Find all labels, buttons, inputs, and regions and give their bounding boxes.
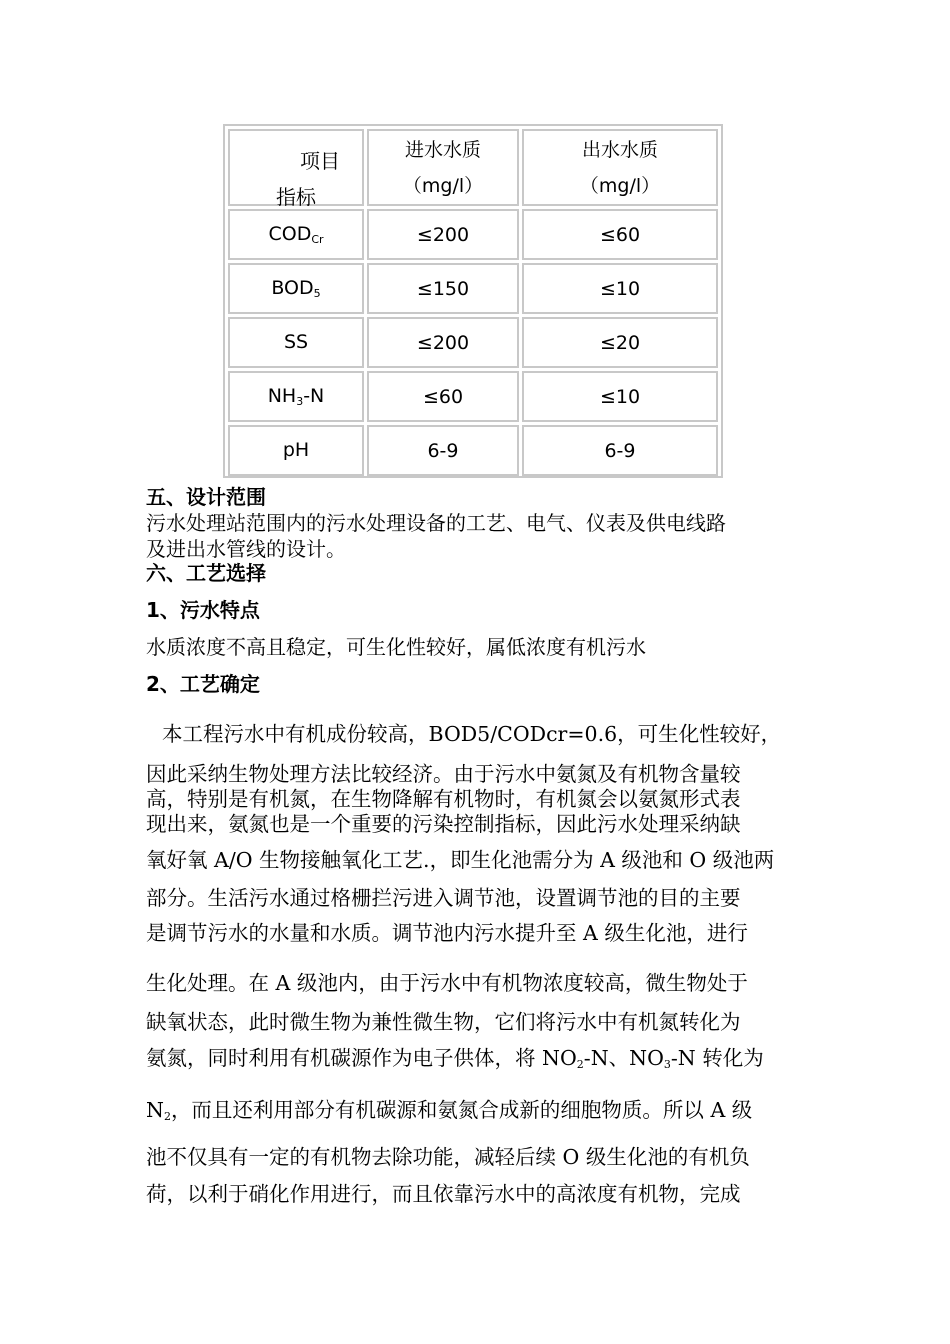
body-line: 生化处理。在 A 级池内，由于污水中有机物浓度较高，微生物处于	[146, 971, 748, 995]
section5-heading: 五、设计范围	[146, 485, 266, 509]
effluent-value: 6-9	[522, 425, 718, 476]
water-quality-table	[223, 124, 723, 478]
body-line: 现出来，氨氮也是一个重要的污染控制指标，因此污水处理采纳缺	[146, 812, 741, 836]
body-line: 荷，以利于硝化作用进行，而且依靠污水中的高浓度有机物，完成	[146, 1182, 741, 1206]
subsection2-heading: 2、工艺确定	[146, 672, 260, 696]
item-cell: $BOD_5$	[228, 263, 364, 314]
header-effluent-unit: （mg/l）	[579, 174, 661, 197]
header-influent-cell	[367, 129, 519, 206]
body-line: 氧好氧 A/O 生物接触氧化工艺.，即生化池需分为 A 级池和 O 级池两	[146, 848, 775, 872]
header-item-label: 项目	[300, 149, 340, 173]
body-line: 是调节污水的水量和水质。调节池内污水提升至 A 级生化池，进行	[146, 921, 748, 945]
header-indicator-label: 指标	[276, 185, 316, 209]
item-cell: SS	[228, 317, 364, 368]
influent-value: 6-9	[367, 425, 519, 476]
effluent-value: ≤60	[522, 209, 718, 260]
body-line: 缺氧状态，此时微生物为兼性微生物，它们将污水中有机氮转化为	[146, 1010, 741, 1034]
effluent-value: ≤10	[522, 371, 718, 422]
body-line: 本工程污水中有机成份较高，BOD5/CODcr=0.6，可生化性较好，	[162, 722, 782, 746]
influent-value: ≤150	[367, 263, 519, 314]
item-cell: $COD_{Cr}$	[228, 209, 364, 260]
table-row	[228, 371, 718, 422]
table-row	[228, 425, 718, 476]
influent-value: ≤60	[367, 371, 519, 422]
item-cell: $NH_3-N$	[228, 371, 364, 422]
section6-heading: 六、工艺选择	[146, 561, 266, 585]
subsection1-heading: 1、污水特点	[146, 598, 260, 622]
table-row	[228, 317, 718, 368]
section5-text-line: 污水处理站范围内的污水处理设备的工艺、电气、仪表及供电线路	[146, 511, 726, 535]
table-row	[228, 209, 718, 260]
section5-text-line: 及进出水管线的设计。	[146, 537, 346, 561]
header-effluent-label: 出水水质	[581, 138, 658, 161]
table-header-row	[228, 129, 718, 206]
body-line: 氨氮，同时利用有机碳源作为电子供体，将 $NO_2-N$、$NO_3-N$ 转化为	[146, 1046, 764, 1071]
body-line: 池不仅具有一定的有机物去除功能，减轻后续 O 级生化池的有机负	[146, 1145, 750, 1169]
header-corner-cell	[228, 129, 364, 209]
header-influent-unit: （mg/l）	[402, 174, 484, 197]
header-effluent-cell	[522, 129, 718, 206]
item-cell: pH	[228, 425, 364, 476]
body-line: 因此采纳生物处理方法比较经济。由于污水中氨氮及有机物含量较	[146, 762, 741, 786]
body-line: 高，特别是有机氮，在生物降解有机物时，有机氮会以氨氮形式表	[146, 787, 741, 811]
header-influent-label: 进水水质	[404, 138, 481, 161]
body-line: 部分。生活污水通过格栅拦污进入调节池，设置调节池的目的主要	[146, 886, 741, 910]
body-line: $N_2$，而且还利用部分有机碳源和氨氮合成新的细胞物质。所以 A 级	[146, 1098, 753, 1123]
subsection1-text: 水质浓度不高且稳定，可生化性较好，属低浓度有机污水	[146, 635, 646, 659]
effluent-value: ≤20	[522, 317, 718, 368]
table-row	[228, 263, 718, 314]
influent-value: ≤200	[367, 209, 519, 260]
effluent-value: ≤10	[522, 263, 718, 314]
influent-value: ≤200	[367, 317, 519, 368]
